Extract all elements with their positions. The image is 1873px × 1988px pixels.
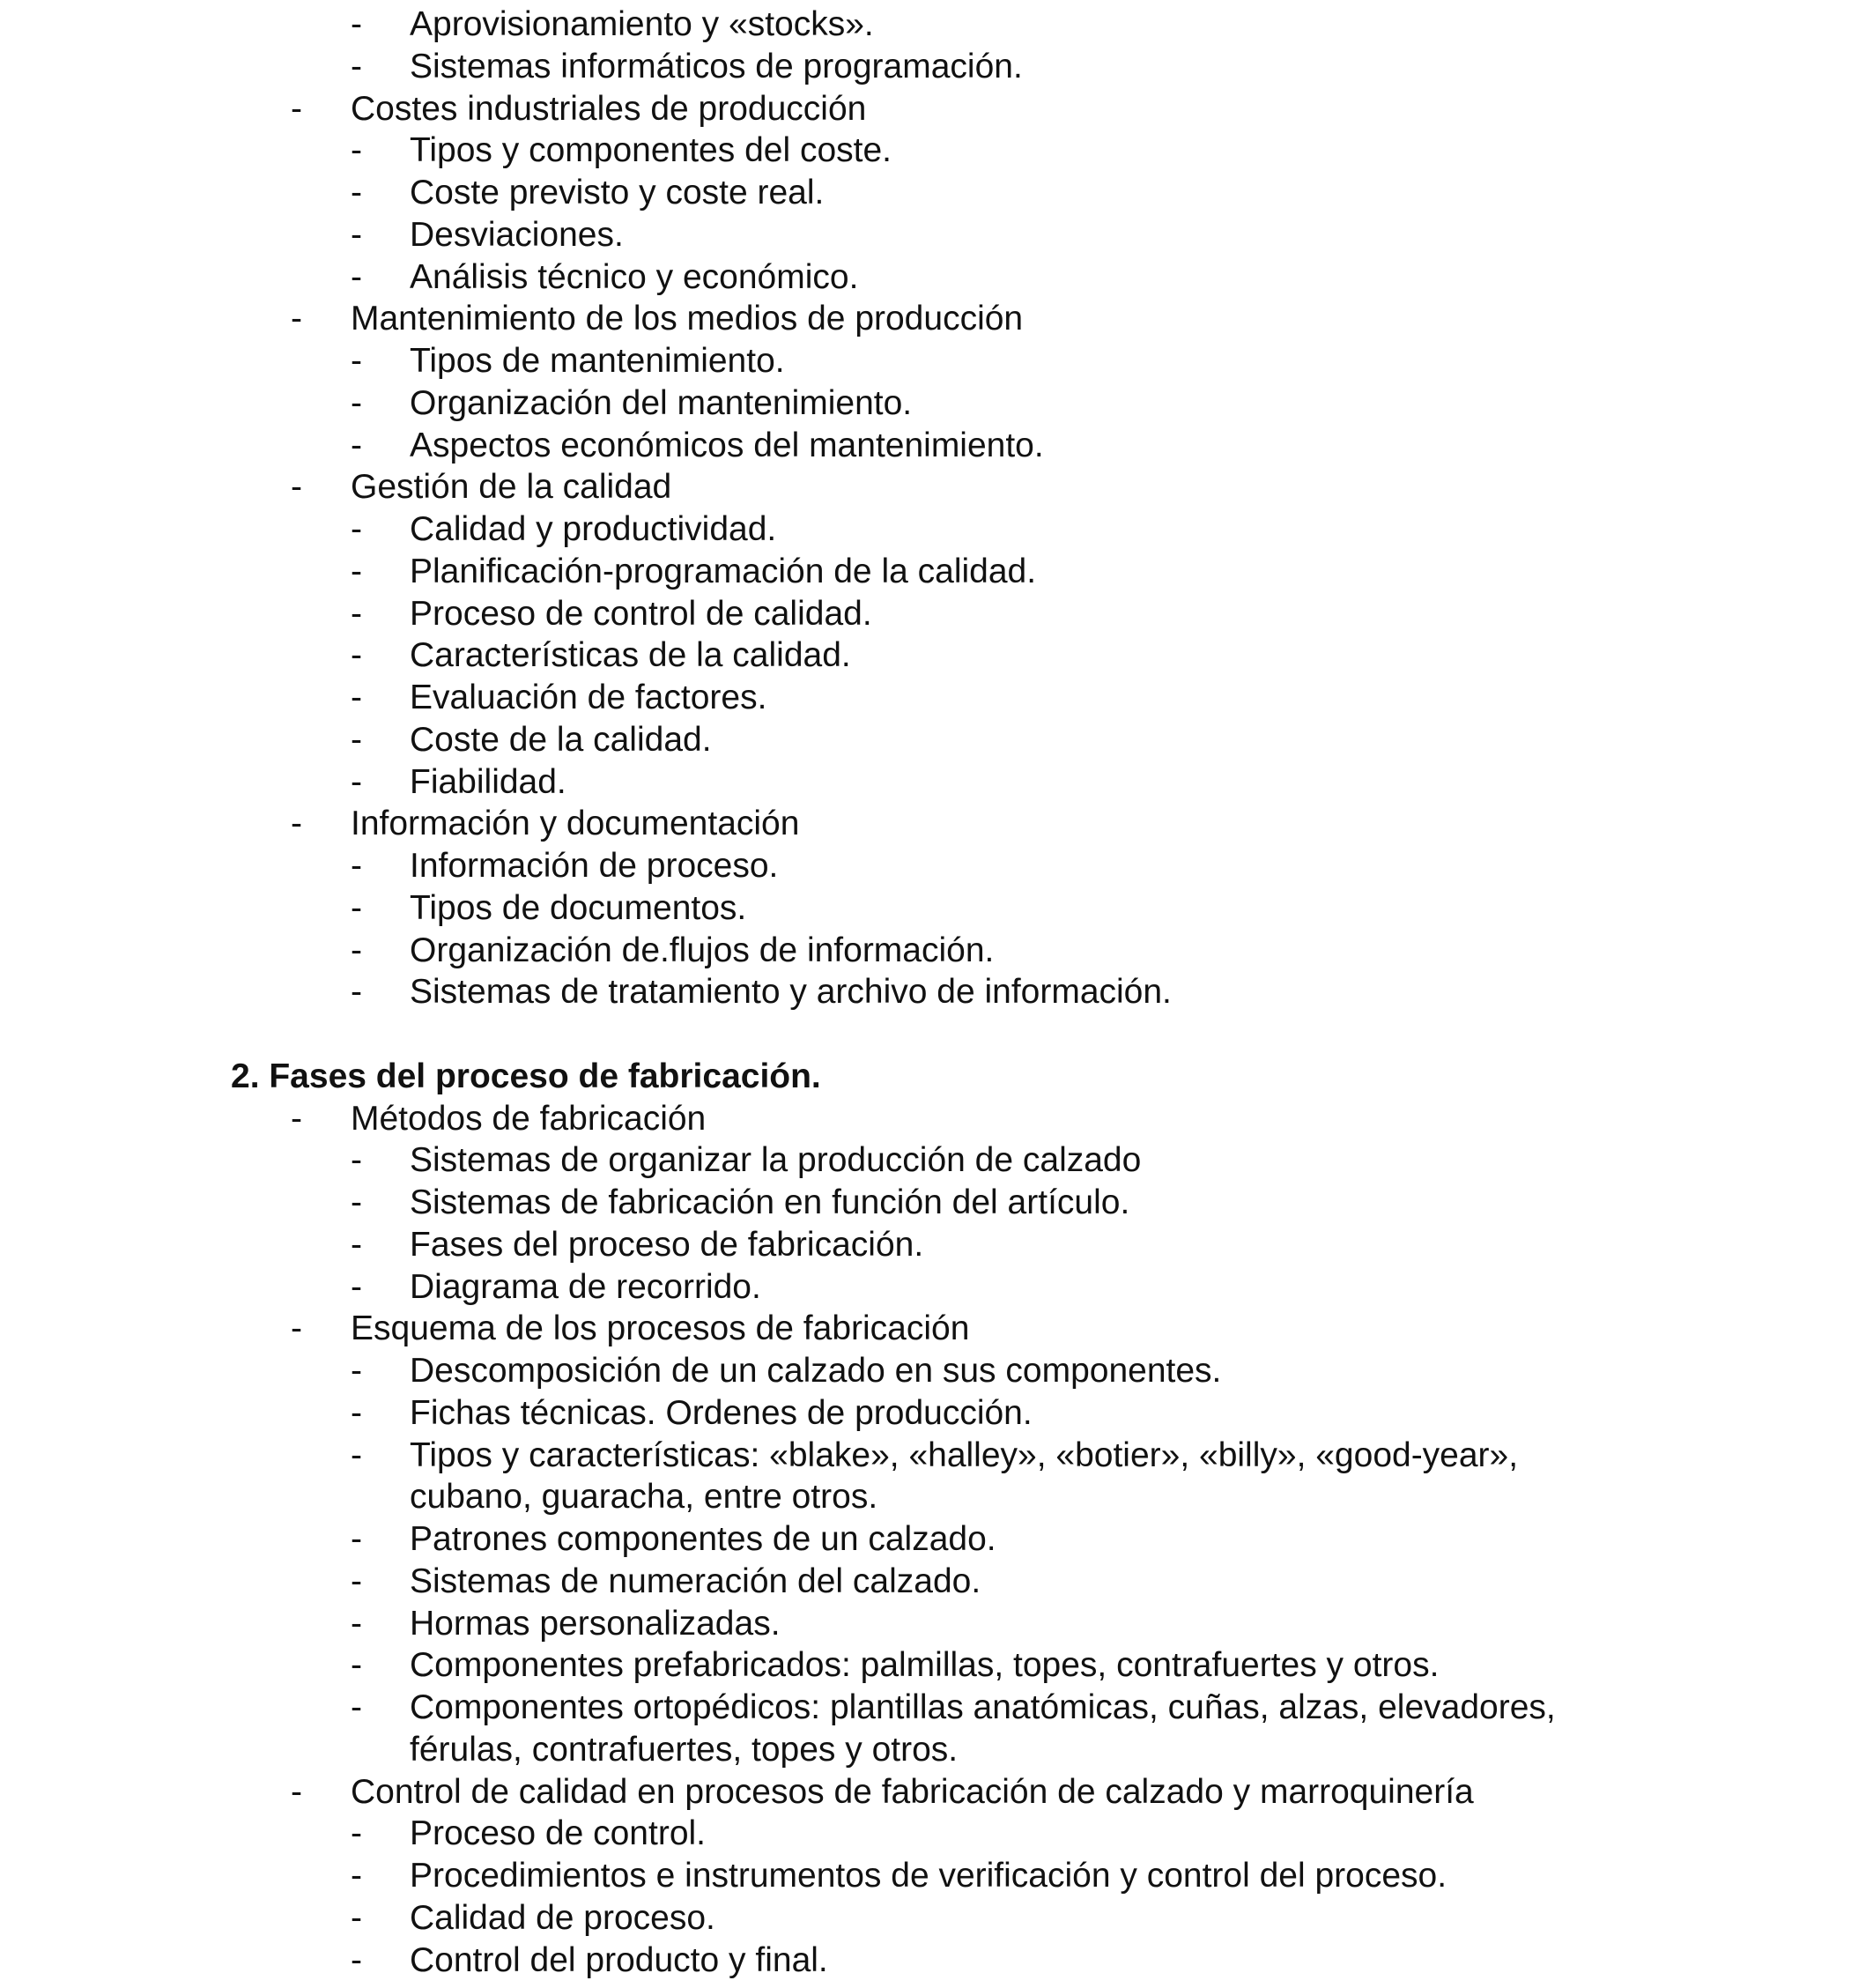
blank-line bbox=[0, 1013, 1873, 1056]
bullet-dash: - bbox=[351, 1225, 362, 1264]
bullet-dash: - bbox=[351, 1898, 362, 1937]
list-item-level-2 bbox=[0, 551, 1873, 593]
list-item-level-2 bbox=[0, 1603, 1873, 1645]
item-text: Sistemas de fabricación en función del artículo. bbox=[410, 1183, 1130, 1221]
item-text: Gestión de la calidad bbox=[351, 468, 672, 507]
bullet-dash: - bbox=[351, 931, 362, 969]
section-heading bbox=[0, 1056, 1873, 1098]
item-text: cubano, guaracha, entre otros. bbox=[410, 1478, 878, 1517]
bullet-dash: - bbox=[351, 47, 362, 85]
item-text: Patrones componentes de un calzado. bbox=[410, 1520, 996, 1558]
item-text: Tipos de documentos. bbox=[410, 888, 747, 927]
bullet-dash: - bbox=[351, 552, 362, 590]
item-text: Planificación-programación de la calidad. bbox=[410, 552, 1037, 590]
item-text: Organización de.flujos de información. bbox=[410, 931, 995, 969]
item-text: Costes industriales de producción bbox=[351, 89, 867, 128]
list-item-level-1 bbox=[0, 88, 1873, 130]
bullet-dash: - bbox=[291, 89, 302, 128]
list-item-level-2 bbox=[0, 1139, 1873, 1182]
bullet-dash: - bbox=[351, 1141, 362, 1180]
bullet-dash: - bbox=[351, 510, 362, 548]
bullet-dash: - bbox=[351, 1646, 362, 1685]
item-text: Control de calidad en procesos de fabricación de calzado y marroquinería bbox=[351, 1772, 1474, 1811]
list-item-continuation bbox=[0, 1729, 1873, 1771]
item-text: Sistemas informáticos de programación. bbox=[410, 47, 1023, 85]
bullet-dash: - bbox=[351, 1940, 362, 1979]
item-text: Información y documentación bbox=[351, 805, 800, 843]
bullet-dash: - bbox=[351, 594, 362, 633]
bullet-dash: - bbox=[291, 300, 302, 338]
list-item-level-1 bbox=[0, 1098, 1873, 1140]
bullet-dash: - bbox=[351, 174, 362, 211]
list-item-level-2 bbox=[0, 887, 1873, 930]
item-text: Desviaciones. bbox=[410, 215, 624, 254]
item-text: Fichas técnicas. Ordenes de producción. bbox=[410, 1393, 1033, 1432]
item-text: Esquema de los procesos de fabricación bbox=[351, 1309, 970, 1348]
item-text: Mantenimiento de los medios de producción bbox=[351, 300, 1024, 338]
list-item-continuation bbox=[0, 1476, 1873, 1518]
item-text: Aprovisionamiento y «stocks». bbox=[410, 5, 874, 43]
bullet-dash: - bbox=[291, 1099, 302, 1138]
list-item-level-1 bbox=[0, 298, 1873, 340]
list-item-level-1 bbox=[0, 466, 1873, 508]
list-item-level-2 bbox=[0, 761, 1873, 804]
list-item-level-2 bbox=[0, 1392, 1873, 1435]
list-item-level-2 bbox=[0, 634, 1873, 677]
list-item-level-2 bbox=[0, 930, 1873, 972]
bullet-dash: - bbox=[351, 1352, 362, 1390]
item-text: Control del producto y final. bbox=[410, 1940, 828, 1979]
list-item-level-2 bbox=[0, 1855, 1873, 1897]
list-item-level-2 bbox=[0, 382, 1873, 425]
item-text: Sistemas de numeración del calzado. bbox=[410, 1561, 981, 1600]
list-item-level-2 bbox=[0, 172, 1873, 214]
bullet-dash: - bbox=[351, 1814, 362, 1853]
item-text: Información de proceso. bbox=[410, 847, 779, 885]
item-text: Tipos y características: «blake», «halley», «botier», «billy», «good-year», bbox=[410, 1435, 1519, 1474]
list-item-level-2 bbox=[0, 4, 1873, 46]
item-text: Evaluación de factores. bbox=[410, 679, 767, 716]
list-item-level-1 bbox=[0, 1308, 1873, 1350]
item-text: Calidad de proceso. bbox=[410, 1898, 715, 1937]
item-text: Organización del mantenimiento. bbox=[410, 383, 913, 422]
document-body bbox=[0, 4, 1873, 1981]
item-text: Aspectos económicos del mantenimiento. bbox=[410, 426, 1044, 464]
list-item-level-1 bbox=[0, 1771, 1873, 1814]
item-text: Proceso de control. bbox=[410, 1814, 707, 1853]
list-item-level-2 bbox=[0, 46, 1873, 88]
list-item-level-2 bbox=[0, 1940, 1873, 1982]
bullet-dash: - bbox=[351, 679, 362, 716]
bullet-dash: - bbox=[351, 636, 362, 675]
bullet-dash: - bbox=[351, 257, 362, 296]
bullet-dash: - bbox=[351, 1604, 362, 1643]
bullet-dash: - bbox=[351, 1561, 362, 1600]
list-item-level-2 bbox=[0, 593, 1873, 635]
list-item-level-2 bbox=[0, 1435, 1873, 1477]
bullet-dash: - bbox=[291, 805, 302, 843]
item-text: 2. Fases del proceso de fabricación. bbox=[231, 1057, 821, 1095]
list-item-level-2 bbox=[0, 425, 1873, 467]
list-item-level-2 bbox=[0, 508, 1873, 551]
list-item-level-2 bbox=[0, 1266, 1873, 1309]
bullet-dash: - bbox=[351, 1688, 362, 1726]
bullet-dash: - bbox=[351, 383, 362, 422]
bullet-dash: - bbox=[351, 342, 362, 380]
item-text: Análisis técnico y económico. bbox=[410, 257, 859, 296]
list-item-level-2 bbox=[0, 1644, 1873, 1687]
bullet-dash: - bbox=[351, 1435, 362, 1474]
bullet-dash: - bbox=[351, 1267, 362, 1306]
item-text: Tipos y componentes del coste. bbox=[410, 131, 892, 170]
bullet-dash: - bbox=[351, 847, 362, 885]
bullet-dash: - bbox=[351, 1183, 362, 1221]
bullet-dash: - bbox=[351, 131, 362, 170]
bullet-dash: - bbox=[351, 888, 362, 927]
list-item-level-2 bbox=[0, 1813, 1873, 1855]
list-item-level-2 bbox=[0, 1182, 1873, 1224]
item-text: Componentes ortopédicos: plantillas anatómicas, cuñas, alzas, elevadores, bbox=[410, 1688, 1556, 1726]
item-text: Calidad y productividad. bbox=[410, 510, 777, 548]
bullet-dash: - bbox=[351, 762, 362, 801]
list-item-level-2 bbox=[0, 677, 1873, 719]
bullet-dash: - bbox=[351, 5, 362, 43]
list-item-level-2 bbox=[0, 1518, 1873, 1561]
list-item-level-1 bbox=[0, 803, 1873, 845]
item-text: Procedimientos e instrumentos de verificación y control del proceso. bbox=[410, 1857, 1447, 1895]
item-text: Proceso de control de calidad. bbox=[410, 594, 872, 633]
item-text: Sistemas de tratamiento y archivo de información. bbox=[410, 973, 1172, 1012]
item-text: Fases del proceso de fabricación. bbox=[410, 1225, 924, 1264]
list-item-level-2 bbox=[0, 130, 1873, 172]
list-item-level-2 bbox=[0, 1561, 1873, 1603]
item-text: Coste de la calidad. bbox=[410, 720, 712, 759]
bullet-dash: - bbox=[351, 426, 362, 464]
bullet-dash: - bbox=[351, 1393, 362, 1432]
item-text: Diagrama de recorrido. bbox=[410, 1267, 761, 1306]
bullet-dash: - bbox=[351, 1857, 362, 1895]
bullet-dash: - bbox=[351, 1520, 362, 1558]
list-item-level-2 bbox=[0, 1687, 1873, 1729]
list-item-level-2 bbox=[0, 1897, 1873, 1940]
bullet-dash: - bbox=[291, 1309, 302, 1348]
list-item-level-2 bbox=[0, 1350, 1873, 1392]
item-text: Características de la calidad. bbox=[410, 636, 851, 675]
item-text: Tipos de mantenimiento. bbox=[410, 342, 785, 380]
bullet-dash: - bbox=[351, 215, 362, 254]
bullet-dash: - bbox=[351, 720, 362, 759]
item-text: Métodos de fabricación bbox=[351, 1099, 707, 1138]
list-item-level-2 bbox=[0, 1224, 1873, 1266]
item-text: Hormas personalizadas. bbox=[410, 1604, 781, 1643]
list-item-level-2 bbox=[0, 214, 1873, 256]
list-item-level-2 bbox=[0, 971, 1873, 1013]
item-text: Fiabilidad. bbox=[410, 762, 566, 801]
list-item-level-2 bbox=[0, 719, 1873, 761]
bullet-dash: - bbox=[351, 973, 362, 1012]
list-item-level-2 bbox=[0, 256, 1873, 299]
list-item-level-2 bbox=[0, 340, 1873, 382]
list-item-level-2 bbox=[0, 845, 1873, 887]
bullet-dash: - bbox=[291, 1772, 302, 1811]
item-text: Descomposición de un calzado en sus componentes. bbox=[410, 1352, 1222, 1390]
item-text: Componentes prefabricados: palmillas, topes, contrafuertes y otros. bbox=[410, 1646, 1440, 1685]
item-text: Sistemas de organizar la producción de calzado bbox=[410, 1141, 1142, 1180]
bullet-dash: - bbox=[291, 468, 302, 507]
item-text: Coste previsto y coste real. bbox=[410, 174, 825, 211]
item-text: férulas, contrafuertes, topes y otros. bbox=[410, 1730, 959, 1769]
